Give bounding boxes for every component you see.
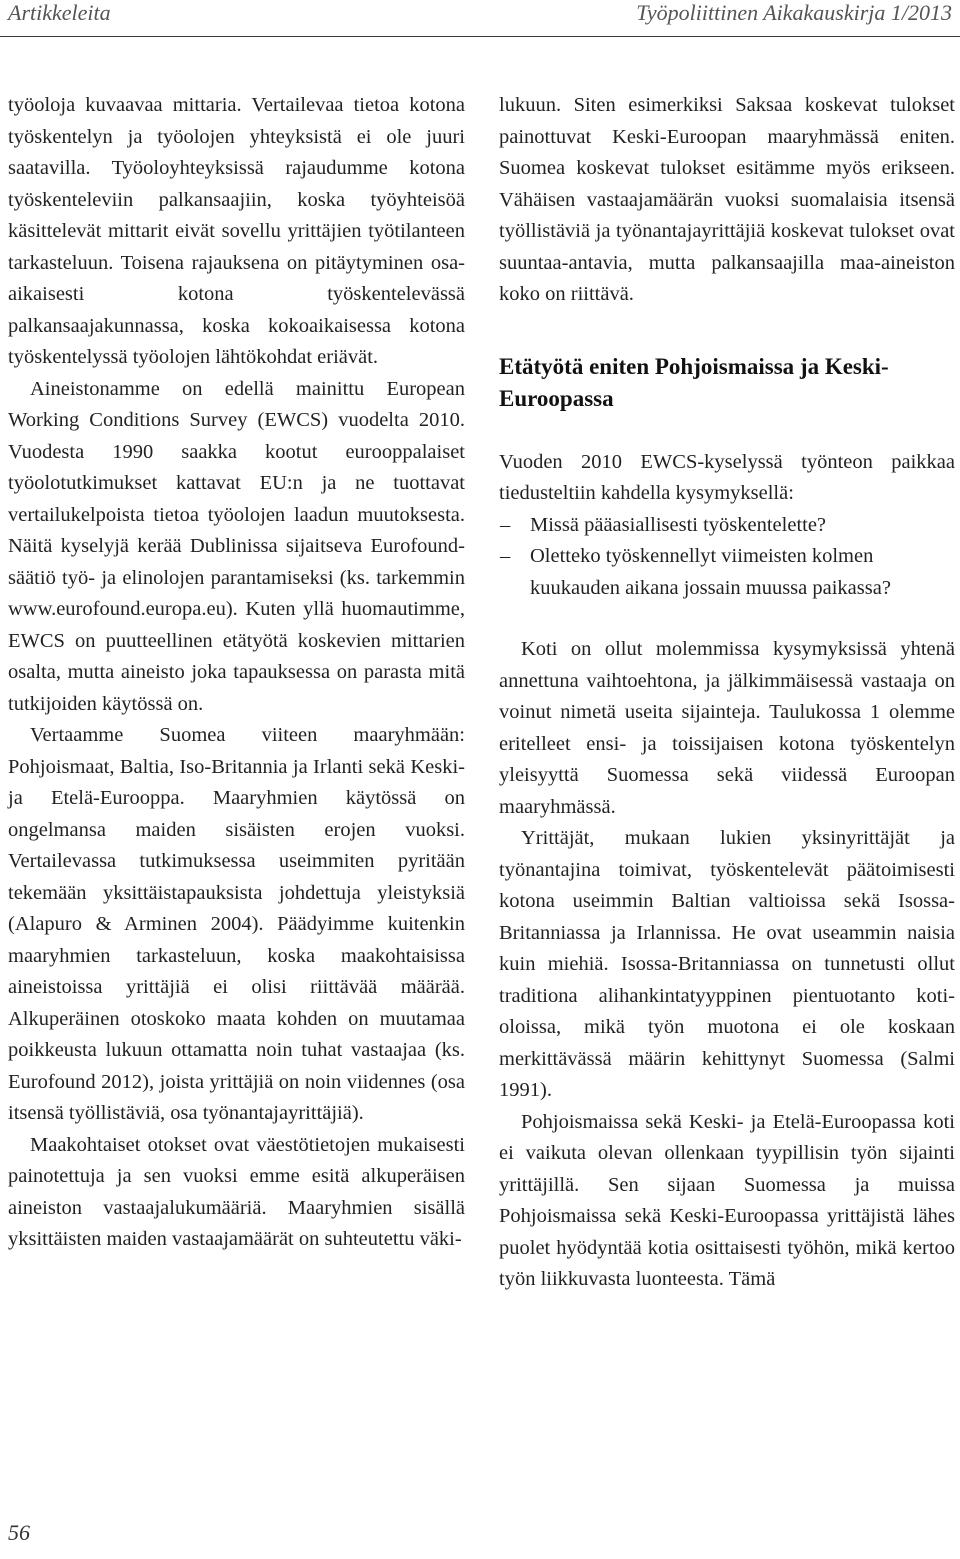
body-paragraph: työoloja kuvaavaa mittaria. Vertailevaa tietoa kotona työskentelyn ja työolojen yhteyksistä ei ole juuri saatavilla. Työoloyhteyksissä rajaudumme kotona työskenteleviin palkansaajiin, koska työyhteisöä käsittelevät mittarit eivät sovellu yrittäjien työtilanteen tarkasteluun. Toisena rajauksena on pitäytyminen osa-aikaisesti kotona työskentelevässä palkansaajakunnassa, koska kokoaikaisessa kotona työskentelyssä työolojen lähtökohdat eriävät. [8,94,465,368]
running-header [0,0,960,30]
right-column [499,90,955,1296]
body-paragraph: Pohjoismaissa sekä Keski- ja Etelä-Euroopassa koti ei vaikuta olevan ollenkaan tyypillisin työn sijainti yrittäjillä. Sen sijaan Suomessa ja muissa Pohjoismaissa sekä Keski-Euroopassa yrittäjistä lähes puolet hyödyntää kotia osittaisesti työhön, mikä kertoo työn liikkuvasta luonteesta. Tämä [499,1110,955,1290]
header-rule [0,36,960,37]
body-paragraph: Yrittäjät, mukaan lukien yksinyrittäjät ja työnantajina toimivat, työskentelevät päätoimisesti kotona useimmin Baltian valtioissa sekä Isossa-Britanniassa ja Irlannissa. He ovat useammin naisia kuin miehiä. Isossa-Britanniassa on tunnetusti ollut traditiona alihankintatyyppinen pientuotanto kotioloissa, mikä työn muotona ei ole koskaan merkittävässä määrin kehittynyt Suomessa (Salmi 1991). [499,827,955,1101]
left-column [8,90,465,1256]
question-item: – Missä pääasiallisesti työskentelette? [499,510,955,542]
body-paragraph: Koti on ollut molemmissa kysymyksissä yhtenä annettuna vaihtoehtona, ja jälkimmäisessä vastaaja on voinut nimetä useita sijainteja. Taulukossa 1 olemme eritelleet ensi- ja toissijaisen kotona työskentelyn yleisyyttä Suomessa sekä viidessä Euroopan maaryhmässä. [499,638,955,818]
body-paragraph: Aineistonamme on edellä mainittu European Working Conditions Survey (EWCS) vuodelta 2010. Vuodesta 1990 saakka kootut eurooppalaiset työolotutkimukset kattavat EU:n ja ne tuottavat vertailukelpoista tietoa työolojen laadun muutoksesta. Näitä kyselyjä kerää Dublinissa sijaitseva Eurofound-säätiö työ- ja elinolojen parantamiseksi (ks. tarkemmin www.eurofound.europa.eu). Kuten yllä huomautimme, EWCS on puutteellinen etätyötä koskevien mittarien osalta, mutta aineisto joka tapauksessa on parasta mitä tutkijoiden käytössä on. [8,377,465,715]
journal-title: Työpoliittinen Aikakauskirja 1/2013 [636,0,952,25]
page-number: 56 [8,1520,30,1545]
section-label: Artikkeleita [8,0,111,25]
lead-paragraph: Vuoden 2010 EWCS-kyselyssä työnteon paikkaa tiedusteltiin kahdella kysymyksellä: [499,450,955,504]
question-item: – Oletteko työskennellyt viimeisten kolmen kuukauden aikana jossain muussa paikassa? [499,541,955,604]
section-heading: Etätyötä eniten Pohjoismaissa ja Keski-Euroopassa [499,353,889,411]
body-paragraph: Vertaamme Suomea viiteen maaryhmään: Pohjoismaat, Baltia, Iso-Britannia ja Irlanti sekä Keski- ja Etelä-Eurooppa. Maaryhmien käytössä on ongelmansa maiden sisäisten erojen vuoksi. Vertailevassa tutkimuksessa useimmiten pyritään tekemään yksittäistapauksista johdettuja yleistyksiä (Alapuro & Arminen 2004). Päädyimme kuitenkin maaryhmien tarkasteluun, koska maakohtaisissa aineistoissa yrittäjiä ei olisi riittävää määrää. Alkuperäinen otoskoko maata kohden on muutamaa poikkeusta lukuun ottamatta noin tuhat vastaajaa (ks. Eurofound 2012), joista yrittäjiä on noin viidennes (osa itsensä työllistäviä, osa työnantajayrittäjiä). [8,724,465,1124]
body-paragraph: lukuun. Siten esimerkiksi Saksaa koskevat tulokset painottuvat Keski-Euroopan maaryhmässä eniten. Suomea koskevat tulokset esitämme myös erikseen. Vähäisen vastaajamäärän vuoksi suomalaisia itsensä työllistäviä ja työnantajayrittäjiä koskevat tulokset ovat suuntaa-antavia, mutta palkansaajilla maa-aineiston koko on riittävä. [499,94,955,305]
body-paragraph: Maakohtaiset otokset ovat väestötietojen mukaisesti painotettuja ja sen vuoksi emme esitä alkuperäisen aineiston vastaajalukumääriä. Maaryhmien sisällä yksittäisten maiden vastaajamäärät on suhteutettu väki- [8,1133,465,1250]
question-list [499,510,955,605]
